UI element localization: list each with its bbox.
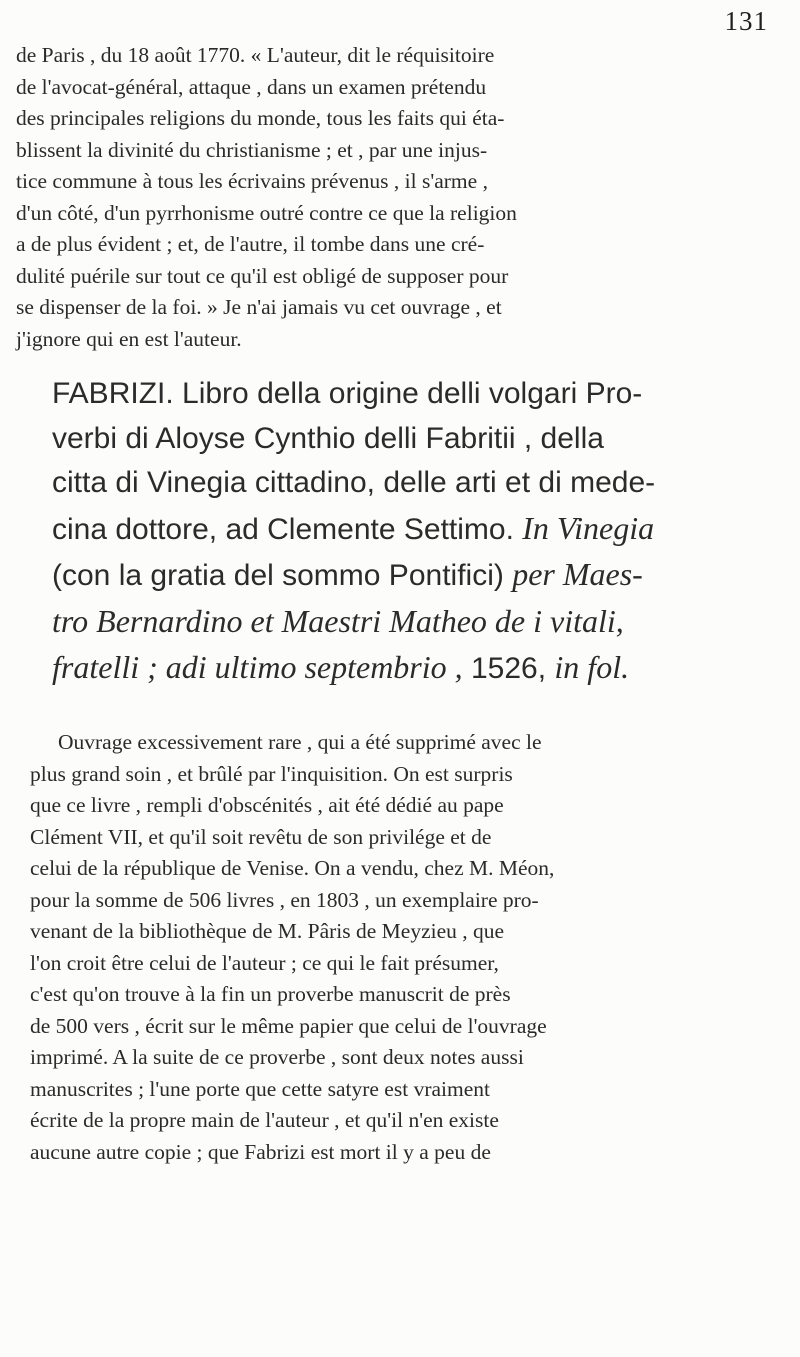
- text-line: blissent la divinité du christianisme ; et , par une injus-: [16, 137, 488, 162]
- note-line: Ouvrage excessivement rare , qui a été supprimé avec le: [58, 730, 542, 754]
- text-line: tice commune à tous les écrivains prévenus , il s'arme ,: [16, 169, 488, 193]
- title-line: [52, 599, 792, 646]
- note-line: plus grand soin , et brûlé par l'inquisition. On est surpris: [30, 761, 513, 786]
- title-line-roman: 1526,: [470, 652, 547, 685]
- bibliographic-entry-title: [52, 372, 792, 692]
- text-line: dulité puérile sur tout ce qu'il est obligé de supposer pour: [16, 263, 509, 288]
- note-line: manuscrites ; l'une porte que cette satyre est vraiment: [30, 1076, 490, 1101]
- bibliographic-note: [30, 727, 790, 1168]
- note-line: l'on croit être celui de l'auteur ; ce qui le fait présumer,: [30, 950, 499, 975]
- note-line: aucune autre copie ; que Fabrizi est mort il y a peu de: [30, 1139, 491, 1164]
- text-line: se dispenser de la foi. » Je n'ai jamais vu cet ouvrage , et: [16, 295, 502, 319]
- title-line: [52, 506, 792, 553]
- text-line: de Paris , du 18 août 1770. « L'auteur, dit le réquisitoire: [16, 43, 495, 67]
- text-line: a de plus évident ; et, de l'autre, il tombe dans une cré-: [16, 232, 485, 256]
- title-line-italic: tro Bernardino et Maestri Matheo de i vitali,: [52, 602, 624, 639]
- title-line-italic: In Vinegia: [522, 509, 655, 546]
- text-line: d'un côté, d'un pyrrhonisme outré contre ce que la religion: [16, 200, 517, 225]
- text-line: de l'avocat-général, attaque , dans un examen prétendu: [16, 74, 487, 99]
- note-line: celui de la république de Venise. On a vendu, chez M. Méon,: [30, 856, 555, 880]
- title-line-italic: fratelli ; adi ultimo septembrio ,: [52, 649, 463, 685]
- title-line: verbi di Aloyse Cynthio delli Fabritii , della: [52, 421, 604, 455]
- note-line: de 500 vers , écrit sur le même papier que celui de l'ouvrage: [30, 1013, 547, 1038]
- note-line: que ce livre , rempli d'obscénités , ait été dédié au pape: [30, 793, 504, 817]
- title-line: [52, 645, 792, 692]
- title-line: FABRIZI. Libro della origine delli volgari Pro-: [52, 377, 643, 410]
- text-line: j'ignore qui en est l'auteur.: [16, 326, 242, 351]
- title-line-italic: per Maes-: [512, 556, 643, 592]
- title-line: citta di Vinegia cittadino, delle arti et di mede-: [52, 466, 656, 499]
- note-line: pour la somme de 506 livres , en 1803 , un exemplaire pro-: [30, 887, 539, 912]
- note-line: c'est qu'on trouve à la fin un proverbe manuscrit de près: [30, 982, 511, 1006]
- note-line: venant de la bibliothèque de M. Pâris de Meyzieu , que: [30, 919, 505, 943]
- title-line-roman: (con la gratia del sommo Pontifici): [52, 559, 504, 592]
- text-line: des principales religions du monde, tous les faits qui éta-: [16, 106, 505, 130]
- note-line: écrite de la propre main de l'auteur , et qu'il n'en existe: [30, 1108, 499, 1132]
- entry-paragraph-continued: [16, 40, 786, 355]
- note-line: Clément VII, et qu'il soit revêtu de son privilége et de: [30, 824, 492, 849]
- note-line: imprimé. A la suite de ce proverbe , sont deux notes aussi: [30, 1045, 524, 1069]
- title-line: [52, 552, 792, 599]
- title-line-roman: cina dottore, ad Clemente Settimo.: [52, 512, 514, 546]
- page-number: 131: [724, 6, 768, 36]
- title-line-italic: in fol.: [554, 649, 630, 685]
